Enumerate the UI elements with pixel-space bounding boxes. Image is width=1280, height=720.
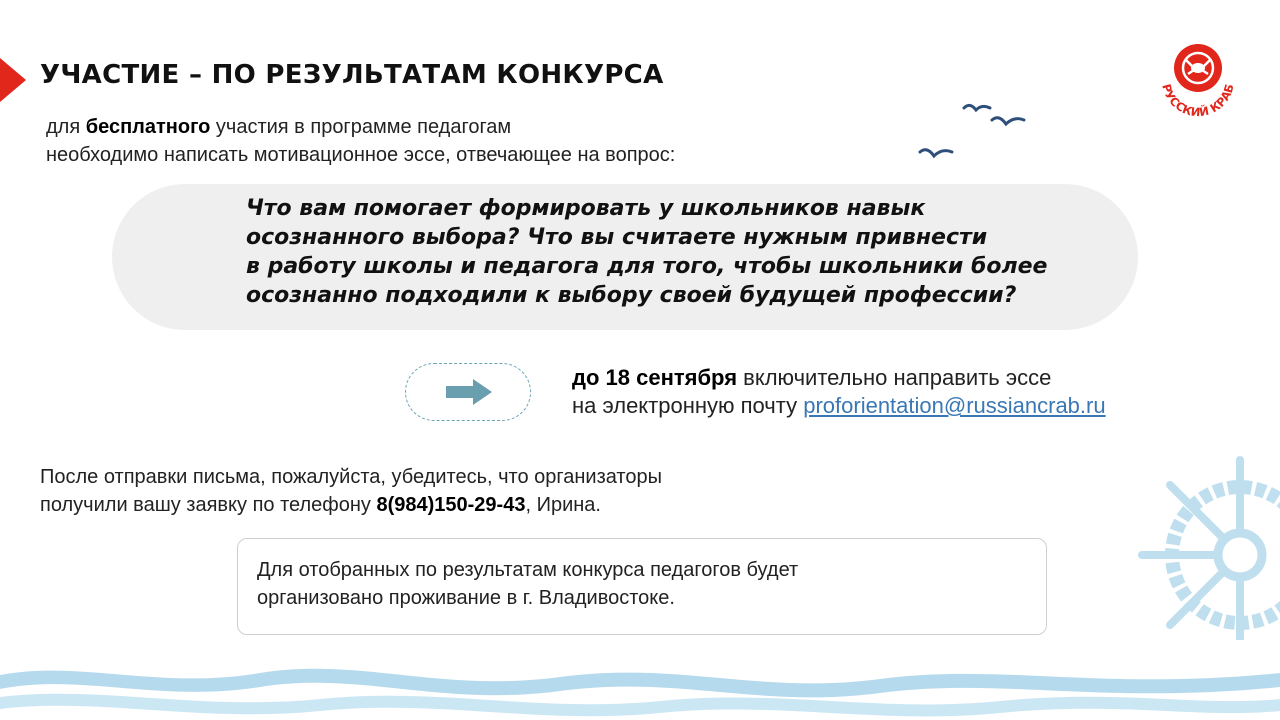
after-line-2 (40, 491, 840, 519)
deadline-text (572, 364, 1262, 420)
deadline-rest: включительно направить эссе (737, 365, 1052, 390)
intro-prefix: для (46, 116, 86, 138)
accommodation-note (257, 556, 1017, 612)
phone-prefix: получили вашу заявку по телефону (40, 494, 377, 516)
question-line-4: осознанно подходили к выбору своей будущей профессии? (246, 283, 1017, 308)
note-line-1: Для отобранных по результатам конкурса педагогов будет (257, 559, 799, 581)
deadline-date: до 18 сентября (572, 365, 738, 390)
email-link[interactable]: proforientation@russiancrab.ru (803, 393, 1106, 418)
arrow-pill (405, 363, 531, 421)
intro-text (46, 113, 846, 169)
logo-crab-icon (1148, 40, 1248, 130)
logo-text: РУССКИЙ КРАБ (1159, 82, 1237, 120)
intro-line-2: необходимо написать мотивационное эссе, отвечающее на вопрос: (46, 144, 676, 166)
page-title: УЧАСТИЕ – ПО РЕЗУЛЬТАТАМ КОНКУРСА (40, 60, 664, 90)
essay-question (246, 194, 1126, 310)
question-line-1: Что вам помогает формировать у школьников навык (246, 196, 926, 221)
intro-bold: бесплатного (85, 116, 211, 138)
after-text (40, 463, 840, 519)
contact-name: , Ирина. (525, 494, 601, 516)
question-line-2: осознанного выбора? Что вы считаете нужным привнести (246, 225, 988, 250)
red-accent-triangle (0, 58, 26, 102)
intro-suffix: участия в программе педагогам (210, 116, 512, 138)
ship-wheel-icon (1120, 440, 1280, 640)
email-prefix: на электронную почту (572, 393, 804, 418)
after-line-1: После отправки письма, пожалуйста, убедитесь, что организаторы (40, 466, 662, 488)
intro-line-1 (46, 113, 846, 141)
note-line-2: организовано проживание в г. Владивостоке. (257, 587, 675, 609)
phone-number: 8(984)150-29-43 (376, 494, 526, 516)
birds-icon (912, 100, 1032, 170)
arrow-right-icon (444, 377, 494, 407)
deadline-line-1 (572, 364, 1262, 392)
waves-icon (0, 655, 1280, 720)
question-line-3: в работу школы и педагога для того, чтобы школьники более (246, 254, 1048, 279)
deadline-line-2 (572, 392, 1262, 420)
